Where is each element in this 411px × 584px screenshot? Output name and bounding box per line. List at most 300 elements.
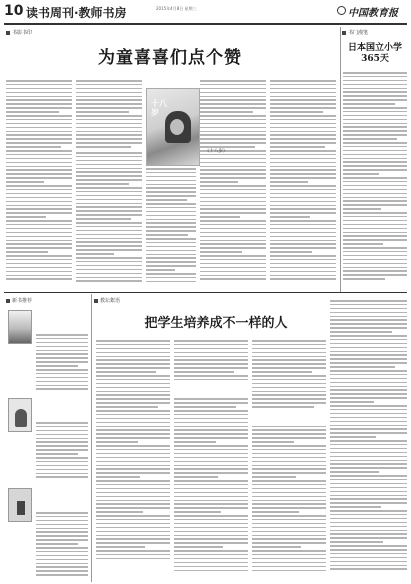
- text-line: [146, 180, 196, 182]
- text-line: [200, 154, 266, 156]
- text-line: [343, 224, 407, 226]
- text-line: [146, 277, 196, 279]
- text-line: [200, 127, 266, 129]
- text-line: [343, 111, 407, 113]
- text-line: [76, 199, 142, 201]
- main-body-col-2b: [76, 152, 142, 288]
- text-line: [76, 218, 131, 220]
- text-line: [96, 367, 170, 369]
- text-line: [330, 452, 407, 454]
- text-line: [330, 549, 407, 551]
- text-line: [76, 156, 142, 158]
- column-divider-top: [340, 27, 341, 292]
- text-line: [252, 492, 326, 494]
- square-bullet-icon: [94, 299, 98, 303]
- text-line: [252, 391, 326, 393]
- text-line: [6, 154, 72, 156]
- text-line: [200, 212, 266, 214]
- text-line: [174, 379, 248, 381]
- text-line: [270, 173, 336, 175]
- text-line: [343, 177, 407, 179]
- text-line: [174, 429, 248, 431]
- brand-name: 中国教育报: [348, 8, 398, 19]
- text-line: [96, 465, 170, 467]
- text-line: [146, 168, 196, 170]
- text-line: [174, 406, 236, 408]
- text-line: [174, 500, 248, 502]
- text-line: [174, 356, 248, 358]
- text-line: [252, 394, 326, 396]
- text-line: [270, 216, 310, 218]
- text-line: [330, 393, 407, 395]
- page-number: 10: [4, 3, 24, 19]
- text-line: [200, 115, 266, 117]
- text-line: [76, 119, 142, 121]
- text-line: [6, 232, 72, 234]
- text-line: [343, 138, 397, 140]
- text-line: [200, 247, 266, 249]
- text-line: [174, 414, 248, 416]
- text-line: [270, 275, 336, 277]
- text-line: [36, 338, 88, 340]
- text-line: [96, 433, 170, 435]
- text-line: [6, 103, 72, 105]
- text-line: [174, 468, 248, 470]
- text-line: [330, 428, 407, 430]
- text-line: [96, 437, 170, 439]
- section-tag-top-left: 书影书印: [6, 29, 32, 36]
- text-line: [252, 472, 326, 474]
- text-line: [343, 91, 407, 93]
- text-line: [6, 166, 72, 168]
- text-line: [96, 511, 143, 513]
- text-line: [96, 426, 170, 428]
- text-line: [96, 348, 170, 350]
- text-line: [330, 319, 407, 321]
- text-line: [174, 515, 248, 517]
- text-line: [36, 457, 88, 459]
- text-line: [76, 222, 142, 224]
- text-line: [200, 267, 266, 269]
- text-line: [76, 191, 142, 193]
- text-line: [252, 507, 326, 509]
- text-line: [174, 570, 248, 572]
- text-line: [6, 169, 72, 171]
- text-line: [330, 510, 407, 512]
- text-line: [174, 359, 248, 361]
- text-line: [252, 550, 326, 552]
- text-line: [330, 312, 407, 314]
- text-line: [343, 80, 407, 82]
- text-line: [343, 88, 407, 90]
- text-line: [96, 363, 170, 365]
- newspaper-logo-icon: [337, 6, 346, 15]
- text-line: [174, 480, 248, 482]
- text-line: [343, 212, 407, 214]
- text-line: [252, 352, 326, 354]
- text-line: [252, 433, 326, 435]
- text-line: [200, 271, 266, 273]
- text-line: [252, 554, 326, 556]
- text-line: [174, 535, 248, 537]
- text-line: [200, 243, 266, 245]
- text-line: [36, 512, 88, 514]
- text-line: [252, 340, 326, 342]
- text-line: [343, 255, 407, 257]
- text-line: [96, 414, 170, 416]
- text-line: [200, 80, 266, 82]
- text-line: [270, 232, 336, 234]
- text-line: [76, 175, 142, 177]
- text-line: [330, 405, 407, 407]
- text-line: [252, 445, 326, 447]
- text-line: [6, 236, 72, 238]
- text-line: [270, 138, 336, 140]
- text-line: [96, 371, 156, 373]
- text-line: [146, 226, 196, 228]
- text-line: [330, 491, 407, 493]
- text-line: [146, 195, 196, 197]
- text-line: [36, 365, 78, 367]
- text-line: [330, 366, 395, 368]
- section-divider-rule: [4, 292, 407, 293]
- text-line: [252, 387, 326, 389]
- text-line: [252, 476, 296, 478]
- text-line: [330, 343, 407, 345]
- text-line: [343, 150, 407, 152]
- text-line: [270, 84, 336, 86]
- text-line: [270, 169, 336, 171]
- text-line: [270, 88, 336, 90]
- text-line: [200, 251, 242, 253]
- text-line: [200, 185, 266, 187]
- text-line: [330, 475, 407, 477]
- text-line: [146, 199, 187, 201]
- text-line: [330, 561, 407, 563]
- text-line: [270, 247, 336, 249]
- text-line: [330, 467, 407, 469]
- text-line: [343, 99, 407, 101]
- text-line: [76, 131, 142, 133]
- text-line: [174, 344, 248, 346]
- text-line: [96, 535, 170, 537]
- text-line: [270, 251, 312, 253]
- text-line: [36, 543, 78, 545]
- text-line: [252, 363, 326, 365]
- text-line: [200, 131, 266, 133]
- text-line: [36, 377, 88, 379]
- text-line: [146, 234, 188, 236]
- text-line: [96, 410, 170, 412]
- text-line: [96, 453, 170, 455]
- text-line: [146, 257, 196, 259]
- text-line: [343, 278, 385, 280]
- text-line: [76, 111, 129, 113]
- book-cover-image: [146, 88, 200, 166]
- text-line: [6, 146, 61, 148]
- text-line: [174, 542, 248, 544]
- text-line: [36, 334, 88, 336]
- text-line: [76, 171, 142, 173]
- text-line: [96, 406, 158, 408]
- text-line: [252, 348, 326, 350]
- text-line: [252, 500, 326, 502]
- text-line: [146, 187, 196, 189]
- text-line: [330, 436, 376, 438]
- text-line: [96, 422, 170, 424]
- text-line: [96, 503, 170, 505]
- text-line: [36, 346, 88, 348]
- main-body-col-1: [6, 80, 72, 288]
- text-line: [6, 84, 72, 86]
- text-line: [146, 219, 196, 221]
- text-line: [330, 374, 407, 376]
- text-line: [96, 418, 170, 420]
- text-line: [343, 158, 407, 160]
- text-line: [200, 138, 266, 140]
- text-line: [174, 531, 248, 533]
- text-line: [343, 126, 407, 128]
- text-line: [174, 550, 248, 552]
- right-headline-line-2: 365天: [361, 54, 389, 64]
- text-line: [6, 80, 72, 82]
- text-line: [343, 154, 407, 156]
- text-line: [174, 507, 248, 509]
- text-line: [174, 472, 248, 474]
- text-line: [174, 457, 248, 459]
- text-line: [76, 245, 142, 247]
- text-line: [76, 96, 142, 98]
- book-caption-1: 《十八岁》: [205, 149, 228, 154]
- text-line: [200, 88, 266, 90]
- text-line: [146, 172, 196, 174]
- text-line: [200, 193, 266, 195]
- text-line: [330, 545, 407, 547]
- second-subhead-1: [174, 382, 248, 396]
- text-line: [174, 496, 248, 498]
- text-line: [96, 554, 170, 556]
- text-line: [36, 361, 88, 363]
- second-body-col-2: [174, 340, 248, 580]
- text-line: [146, 222, 196, 224]
- text-line: [76, 123, 142, 125]
- text-line: [200, 275, 266, 277]
- text-line: [343, 123, 407, 125]
- text-line: [343, 107, 407, 109]
- text-line: [270, 119, 336, 121]
- text-line: [36, 476, 88, 478]
- text-line: [96, 484, 170, 486]
- text-line: [270, 115, 336, 117]
- text-line: [174, 523, 248, 525]
- text-line: [330, 502, 407, 504]
- text-line: [76, 238, 142, 240]
- text-line: [330, 533, 407, 535]
- text-line: [330, 300, 407, 302]
- text-line: [76, 187, 142, 189]
- text-line: [174, 519, 248, 521]
- text-line: [36, 353, 88, 355]
- text-line: [146, 273, 196, 275]
- page-title: 读书周刊·教师书房: [26, 6, 127, 20]
- text-line: [96, 500, 170, 502]
- text-line: [6, 107, 72, 109]
- text-line: [270, 103, 336, 105]
- text-line: [343, 274, 407, 276]
- text-line: [96, 461, 170, 463]
- text-line: [96, 542, 170, 544]
- text-line: [330, 565, 407, 567]
- text-line: [200, 96, 266, 98]
- text-line: [76, 168, 142, 170]
- text-line: [76, 203, 142, 205]
- text-line: [36, 547, 88, 549]
- text-line: [76, 164, 142, 166]
- text-line: [96, 359, 170, 361]
- square-bullet-icon: [6, 299, 10, 303]
- text-line: [76, 142, 142, 144]
- text-line: [330, 541, 383, 543]
- text-line: [96, 445, 170, 447]
- text-line: [36, 385, 88, 387]
- text-line: [330, 370, 407, 372]
- text-line: [330, 526, 407, 528]
- text-line: [36, 520, 88, 522]
- sidebar-book-cover-1: [8, 310, 32, 344]
- text-line: [76, 261, 142, 263]
- text-line: [200, 99, 266, 101]
- text-line: [36, 426, 88, 428]
- text-line: [343, 228, 407, 230]
- text-line: [330, 463, 407, 465]
- text-line: [36, 461, 88, 463]
- text-line: [270, 185, 336, 187]
- text-line: [252, 496, 326, 498]
- text-line: [200, 107, 266, 109]
- text-line: [330, 413, 407, 415]
- text-line: [270, 142, 336, 144]
- text-line: [252, 359, 326, 361]
- text-line: [6, 197, 72, 199]
- text-line: [36, 449, 88, 451]
- text-line: [76, 249, 142, 251]
- text-line: [96, 398, 170, 400]
- text-line: [252, 344, 326, 346]
- text-line: [343, 193, 407, 195]
- text-line: [174, 558, 248, 560]
- text-line: [96, 527, 170, 529]
- text-line: [36, 453, 78, 455]
- text-line: [270, 131, 336, 133]
- second-body-col-1: [96, 340, 170, 580]
- text-line: [270, 99, 336, 101]
- text-line: [270, 92, 336, 94]
- text-line: [36, 430, 88, 432]
- text-line: [174, 503, 248, 505]
- text-line: [174, 375, 248, 377]
- text-line: [200, 208, 266, 210]
- text-line: [96, 375, 170, 377]
- text-line: [330, 417, 407, 419]
- text-line: [6, 220, 72, 222]
- text-line: [174, 352, 248, 354]
- text-line: [330, 514, 407, 516]
- second-subhead-3: [96, 560, 170, 574]
- text-line: [36, 342, 88, 344]
- text-line: [76, 115, 142, 117]
- text-line: [6, 208, 72, 210]
- text-line: [200, 166, 266, 168]
- text-line: [96, 379, 170, 381]
- text-line: [200, 236, 266, 238]
- text-line: [6, 224, 72, 226]
- text-line: [174, 363, 248, 365]
- text-line: [174, 445, 248, 447]
- text-line: [343, 216, 407, 218]
- square-bullet-icon: [342, 31, 346, 35]
- text-line: [252, 480, 326, 482]
- text-line: [270, 201, 336, 203]
- text-line: [252, 429, 326, 431]
- text-line: [200, 123, 266, 125]
- text-line: [6, 162, 72, 164]
- text-line: [330, 323, 407, 325]
- text-line: [6, 150, 72, 152]
- text-line: [174, 340, 248, 342]
- text-line: [252, 484, 326, 486]
- text-line: [252, 367, 326, 369]
- text-line: [96, 515, 170, 517]
- text-line: [36, 373, 88, 375]
- text-line: [330, 522, 407, 524]
- text-line: [96, 492, 170, 494]
- text-line: [252, 468, 326, 470]
- text-line: [174, 527, 248, 529]
- second-body-col-3: [252, 340, 326, 580]
- text-line: [76, 138, 142, 140]
- text-line: [6, 205, 72, 207]
- text-line: [330, 557, 407, 559]
- section-tag-mid-center: 教坛絮语: [94, 297, 120, 304]
- text-line: [174, 453, 248, 455]
- text-line: [252, 375, 326, 377]
- text-line: [6, 267, 72, 269]
- text-line: [6, 177, 72, 179]
- text-line: [330, 382, 407, 384]
- text-line: [76, 92, 142, 94]
- text-line: [330, 530, 407, 532]
- text-line: [96, 496, 170, 498]
- text-line: [330, 389, 407, 391]
- text-line: [6, 99, 72, 101]
- text-line: [96, 394, 170, 396]
- text-line: [270, 177, 336, 179]
- text-line: [36, 551, 88, 553]
- text-line: [252, 398, 326, 400]
- text-line: [252, 527, 326, 529]
- text-line: [343, 119, 407, 121]
- book-cover-face: [170, 119, 184, 135]
- text-line: [270, 205, 336, 207]
- main-body-col-3: [146, 168, 196, 288]
- text-line: [76, 280, 142, 282]
- text-line: [270, 146, 325, 148]
- text-line: [76, 265, 142, 267]
- text-line: [270, 263, 336, 265]
- text-line: [36, 539, 88, 541]
- text-line: [76, 134, 142, 136]
- text-line: [252, 523, 326, 525]
